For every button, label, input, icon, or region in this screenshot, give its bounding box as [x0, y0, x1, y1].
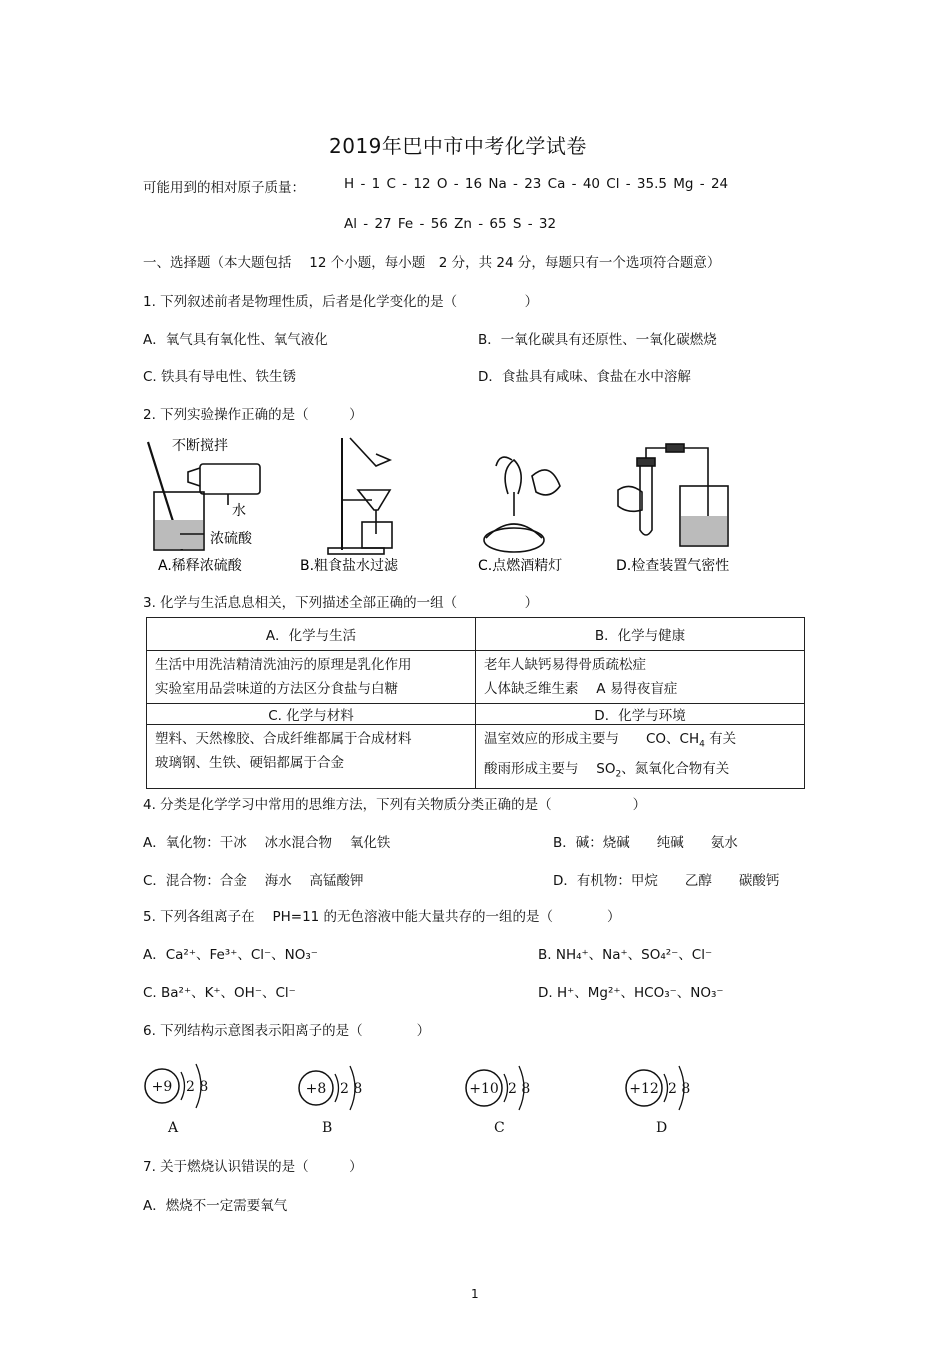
q3-b-heading: B．化学与健康 — [476, 618, 805, 651]
q6-stem: 6. 下列结构示意图表示阳离子的是（ ） — [143, 1023, 431, 1039]
svg-text:+10: +10 — [469, 1081, 499, 1097]
svg-text:C: C — [494, 1120, 505, 1136]
q5-option-b: B. NH₄⁺、Na⁺、SO₄²⁻、Cl⁻ — [538, 947, 713, 963]
atomic-mass-line1: H - 1 C - 12 O - 16 Na - 23 Ca - 40 Cl - 35.5 Mg - 24 — [344, 176, 729, 192]
svg-text:+8: +8 — [305, 1081, 327, 1097]
q7-option-a: A．燃烧不一定需要氧气 — [143, 1198, 288, 1214]
label-water: 水 — [232, 503, 246, 519]
svg-text:2 8: 2 8 — [668, 1081, 691, 1097]
q7-stem: 7. 关于燃烧认识错误的是（ ） — [143, 1159, 363, 1175]
figure-c-alcohol-lamp — [484, 457, 560, 552]
q4-option-d: D．有机物：甲烷 乙醇 碳酸钙 — [553, 873, 780, 889]
q3-a-line2: 实验室用品尝味道的方法区分食盐与白糖 — [155, 681, 398, 697]
q1-option-d: D．食盐具有咸味、食盐在水中溶解 — [478, 369, 691, 385]
q3-a-content — [147, 651, 476, 704]
q3-b-line1: 老年人缺钙易得骨质疏松症 — [484, 657, 646, 673]
q3-options-table — [146, 617, 805, 789]
q4-stem: 4. 分类是化学学习中常用的思维方法，下列有关物质分类正确的是（ ） — [143, 797, 647, 813]
q3-d-heading: D．化学与环境 — [476, 704, 805, 725]
section-heading: 一、选择题（本大题包括 12 个小题，每小题 2 分，共 24 分，每题只有一个选项符合题意） — [143, 255, 721, 271]
q4-option-c: C．混合物：合金 海水 高锰酸钾 — [143, 873, 364, 889]
atom-diagram-b — [299, 1066, 362, 1136]
atom-diagram-a — [145, 1064, 208, 1136]
q3-a-line1: 生活中用洗洁精清洗油污的原理是乳化作用 — [155, 657, 412, 673]
svg-text:2 8: 2 8 — [340, 1081, 363, 1097]
caption-d: D.检查装置气密性 — [616, 558, 730, 574]
figure-b-filtration — [328, 438, 392, 554]
q1-option-b: B．一氧化碳具有还原性、一氧化碳燃烧 — [478, 332, 717, 348]
q3-c-content — [147, 725, 476, 789]
figure-d-airtight-check — [618, 444, 728, 546]
atom-diagram-d — [626, 1066, 690, 1136]
page-title: 2019年巴中市中考化学试卷 — [329, 134, 587, 158]
q5-option-d: D. H⁺、Mg²⁺、HCO₃⁻、NO₃⁻ — [538, 985, 724, 1001]
svg-text:2 8: 2 8 — [186, 1079, 209, 1095]
q2-stem: 2. 下列实验操作正确的是（ ） — [143, 407, 363, 423]
q6-atom-diagrams — [140, 1050, 720, 1140]
q3-c-heading: C. 化学与材料 — [147, 704, 476, 725]
svg-text:2 8: 2 8 — [508, 1081, 531, 1097]
q3-b-line2: 人体缺乏维生素 A 易得夜盲症 — [484, 681, 678, 697]
q3-c-line2: 玻璃钢、生铁、硬铝都属于合金 — [155, 755, 344, 771]
svg-text:+12: +12 — [629, 1081, 659, 1097]
q3-b-content — [476, 651, 805, 704]
svg-text:A: A — [168, 1120, 179, 1136]
q1-stem: 1. 下列叙述前者是物理性质，后者是化学变化的是（ ） — [143, 294, 539, 310]
q3-c-line1: 塑料、天然橡胶、合成纤维都属于合成材料 — [155, 731, 412, 747]
caption-b: B.粗食盐水过滤 — [300, 558, 399, 574]
q5-option-a: A．Ca²⁺、Fe³⁺、Cl⁻、NO₃⁻ — [143, 947, 318, 963]
q3-d-line1: 温室效应的形成主要与 CO、$CH_4$ 有关 — [484, 731, 737, 750]
page-number: 1 — [471, 1287, 479, 1301]
svg-text:+9: +9 — [151, 1079, 173, 1095]
q4-option-a: A．氧化物：干冰 冰水混合物 氧化铁 — [143, 835, 391, 851]
atomic-mass-line2: Al - 27 Fe - 56 Zn - 65 S - 32 — [344, 216, 557, 232]
atomic-mass-label: 可能用到的相对原子质量： — [143, 180, 305, 196]
q1-option-c: C. 铁具有导电性、铁生锈 — [143, 369, 297, 385]
atom-diagram-c — [466, 1066, 530, 1136]
label-acid: 浓硫酸 — [210, 531, 252, 547]
q2-lab-figure — [140, 430, 765, 578]
q3-d-content — [476, 725, 805, 789]
q3-d-line2: 酸雨形成主要与 $SO_2$、氮氧化合物有关 — [484, 760, 730, 780]
caption-a: A.稀释浓硫酸 — [158, 558, 242, 574]
svg-text:B: B — [322, 1120, 333, 1136]
q5-stem: 5. 下列各组离子在 PH=11 的无色溶液中能大量共存的一组的是（ ） — [143, 909, 621, 925]
q3-a-heading: A．化学与生活 — [147, 618, 476, 651]
caption-c: C.点燃酒精灯 — [478, 558, 563, 574]
svg-text:D: D — [656, 1120, 668, 1136]
q5-option-c: C. Ba²⁺、K⁺、OH⁻、Cl⁻ — [143, 985, 296, 1001]
q4-option-b: B．碱：烧碱 纯碱 氨水 — [553, 835, 738, 851]
q1-option-a: A．氧气具有氧化性、氧气液化 — [143, 332, 328, 348]
q3-stem: 3. 化学与生活息息相关，下列描述全部正确的一组（ ） — [143, 595, 539, 611]
label-stir: 不断搅拌 — [172, 438, 228, 454]
